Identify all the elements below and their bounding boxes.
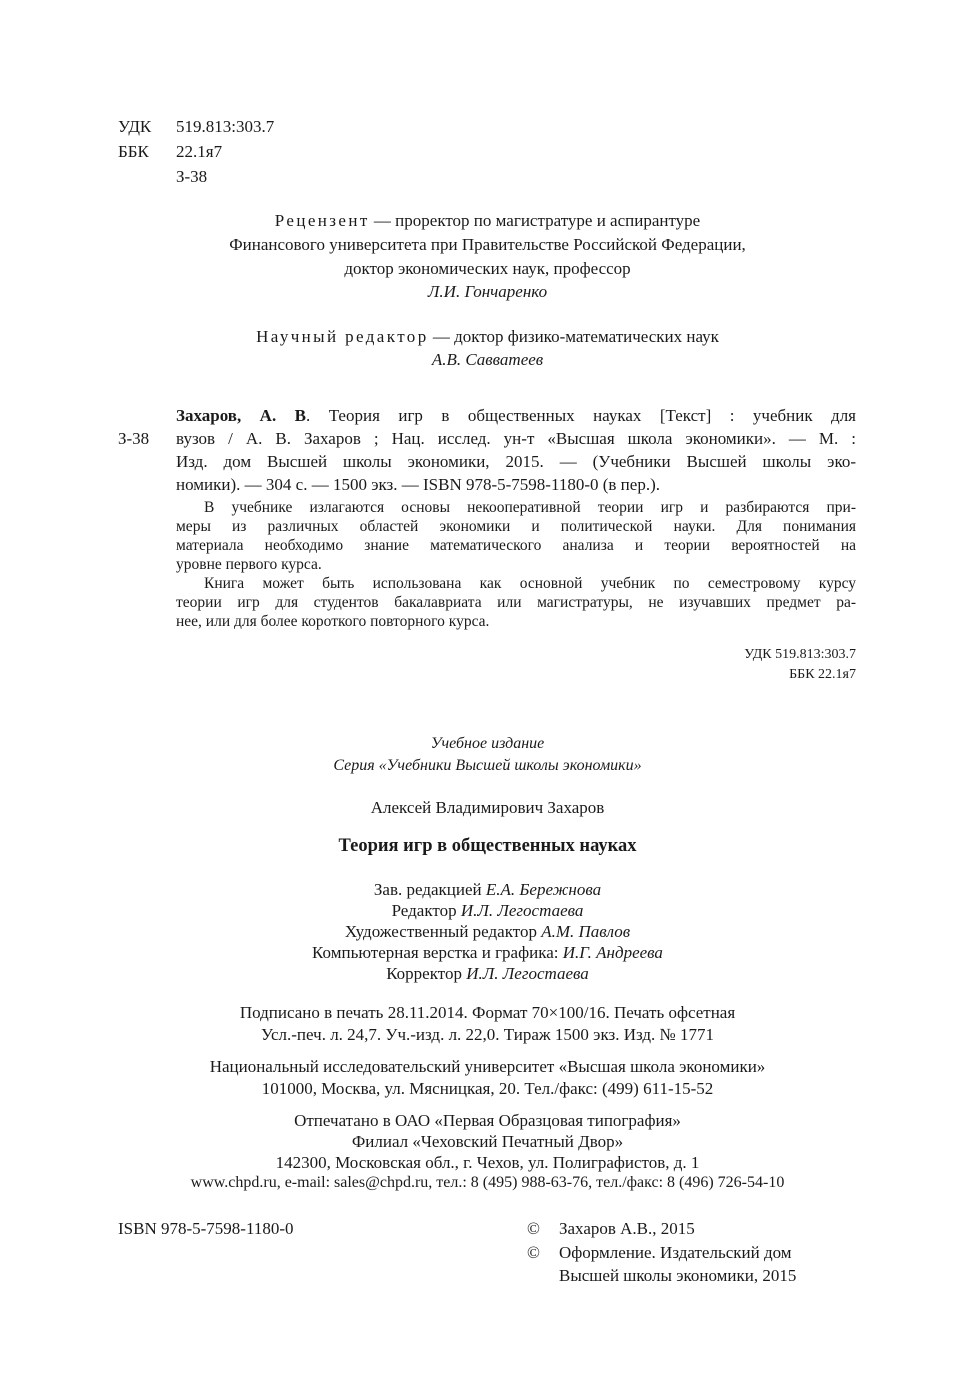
copyright-publisher-line2: Высшей школы экономики, 2015 (559, 1266, 797, 1285)
staff-item: Компьютерная верстка и графика: И.Г. Андреева (312, 943, 663, 962)
abstract-p2-line: теории игр для студентов бакалавриата или магистратуры, не изучавших предмет ра- (176, 594, 856, 611)
staff-item: Художественный редактор А.М. Павлов (344, 922, 631, 941)
publisher-line1: Национальный исследовательский университет «Высшая школа экономики» (209, 1057, 766, 1076)
udk-right: УДК 519.813:303.7 (744, 647, 856, 662)
author-mark: З-38 (176, 167, 208, 186)
author-full-name: Алексей Владимирович Захаров (370, 798, 605, 817)
sci-editor-line1: Научный редактор — доктор физико-математических наук (256, 327, 719, 346)
catalog-line3: Изд. дом Высшей школы экономики, 2015. — (Учебники Высшей школы эко- (176, 452, 856, 471)
reviewer-line2: Финансового университета при Правительстве Российской Федерации, (229, 235, 746, 254)
edition-series: Серия «Учебники Высшей школы экономики» (333, 757, 642, 774)
abstract-p1-line: уровне первого курса. (176, 556, 322, 573)
isbn: ISBN 978-5-7598-1180-0 (118, 1219, 294, 1238)
sci-editor-role: Научный редактор (256, 327, 429, 346)
print-info-line1: Подписано в печать 28.11.2014. Формат 70×100/16. Печать офсетная (239, 1003, 736, 1022)
abstract-p1-line: меры из различных областей экономики и политической науки. Для понимания (176, 518, 856, 535)
printer-line4: www.chpd.ru, e-mail: sales@chpd.ru, тел.: 8 (495) 988-63-76, тел./факс: 8 (496) 726-54-10 (190, 1174, 785, 1191)
printer-line2: Филиал «Чеховский Печатный Двор» (351, 1132, 624, 1151)
reviewer-role: Рецензент (274, 211, 370, 230)
book-title: Теория игр в общественных науках (338, 836, 637, 856)
staff-item: Зав. редакцией Е.А. Бережнова (373, 880, 602, 899)
library-codes-right (744, 645, 856, 685)
abstract-p2-line: Книга может быть использована как основной учебник по семестровому курсу (204, 575, 856, 592)
printer-line1: Отпечатано в ОАО «Первая Образцовая типография» (294, 1111, 681, 1130)
catalog-line2: вузов / А. В. Захаров ; Нац. исслед. ун-т «Высшая школа экономики». — М. : (176, 429, 856, 448)
catalog-author-mark: З-38 (118, 429, 150, 448)
printer-line3: 142300, Московская обл., г. Чехов, ул. Полиграфистов, д. 1 (275, 1153, 700, 1172)
copyright-icon: © (527, 1243, 540, 1262)
copyright-icon: © (527, 1219, 540, 1238)
copyright-publisher-line1: Оформление. Издательский дом (559, 1243, 792, 1262)
reviewer-name: Л.И. Гончаренко (427, 282, 548, 301)
udk-label: УДК (118, 117, 152, 136)
bbk-label: ББК (118, 142, 149, 161)
abstract-p1-line: В учебнике излагаются основы некооперативной теории игр и разбираются при- (204, 499, 856, 516)
bbk-value: 22.1я7 (176, 142, 223, 161)
abstract-p1-line: материала необходимо знание математического анализа и теории вероятностей на (176, 537, 856, 554)
catalog-line1: Захаров, А. В. Теория игр в общественных науках [Текст] : учебник для (176, 406, 856, 425)
reviewer-line1: Рецензент — проректор по магистратуре и аспирантуре (274, 211, 701, 230)
staff-item: Корректор И.Л. Легостаева (386, 964, 589, 983)
abstract-p2-line: нее, или для более короткого повторного курса. (176, 613, 490, 630)
udk-value: 519.813:303.7 (176, 117, 275, 136)
bbk-right: ББК 22.1я7 (789, 667, 856, 682)
staff-item: Редактор И.Л. Легостаева (391, 901, 584, 920)
publisher-line2: 101000, Москва, ул. Мясницкая, 20. Тел./факс: (499) 611-15-52 (261, 1079, 714, 1098)
sci-editor-name: А.В. Савватеев (431, 350, 544, 369)
print-info-line2: Усл.-печ. л. 24,7. Уч.-изд. л. 22,0. Тираж 1500 экз. Изд. № 1771 (260, 1025, 715, 1044)
copyright-author: Захаров А.В., 2015 (559, 1219, 695, 1238)
catalog-author: Захаров, А. В (176, 406, 306, 425)
edition-type: Учебное издание (430, 735, 545, 752)
reviewer-line3: доктор экономических наук, профессор (344, 259, 631, 278)
catalog-line4: номики). — 304 с. — 1500 экз. — ISBN 978-5-7598-1180-0 (в пер.). (176, 475, 660, 494)
